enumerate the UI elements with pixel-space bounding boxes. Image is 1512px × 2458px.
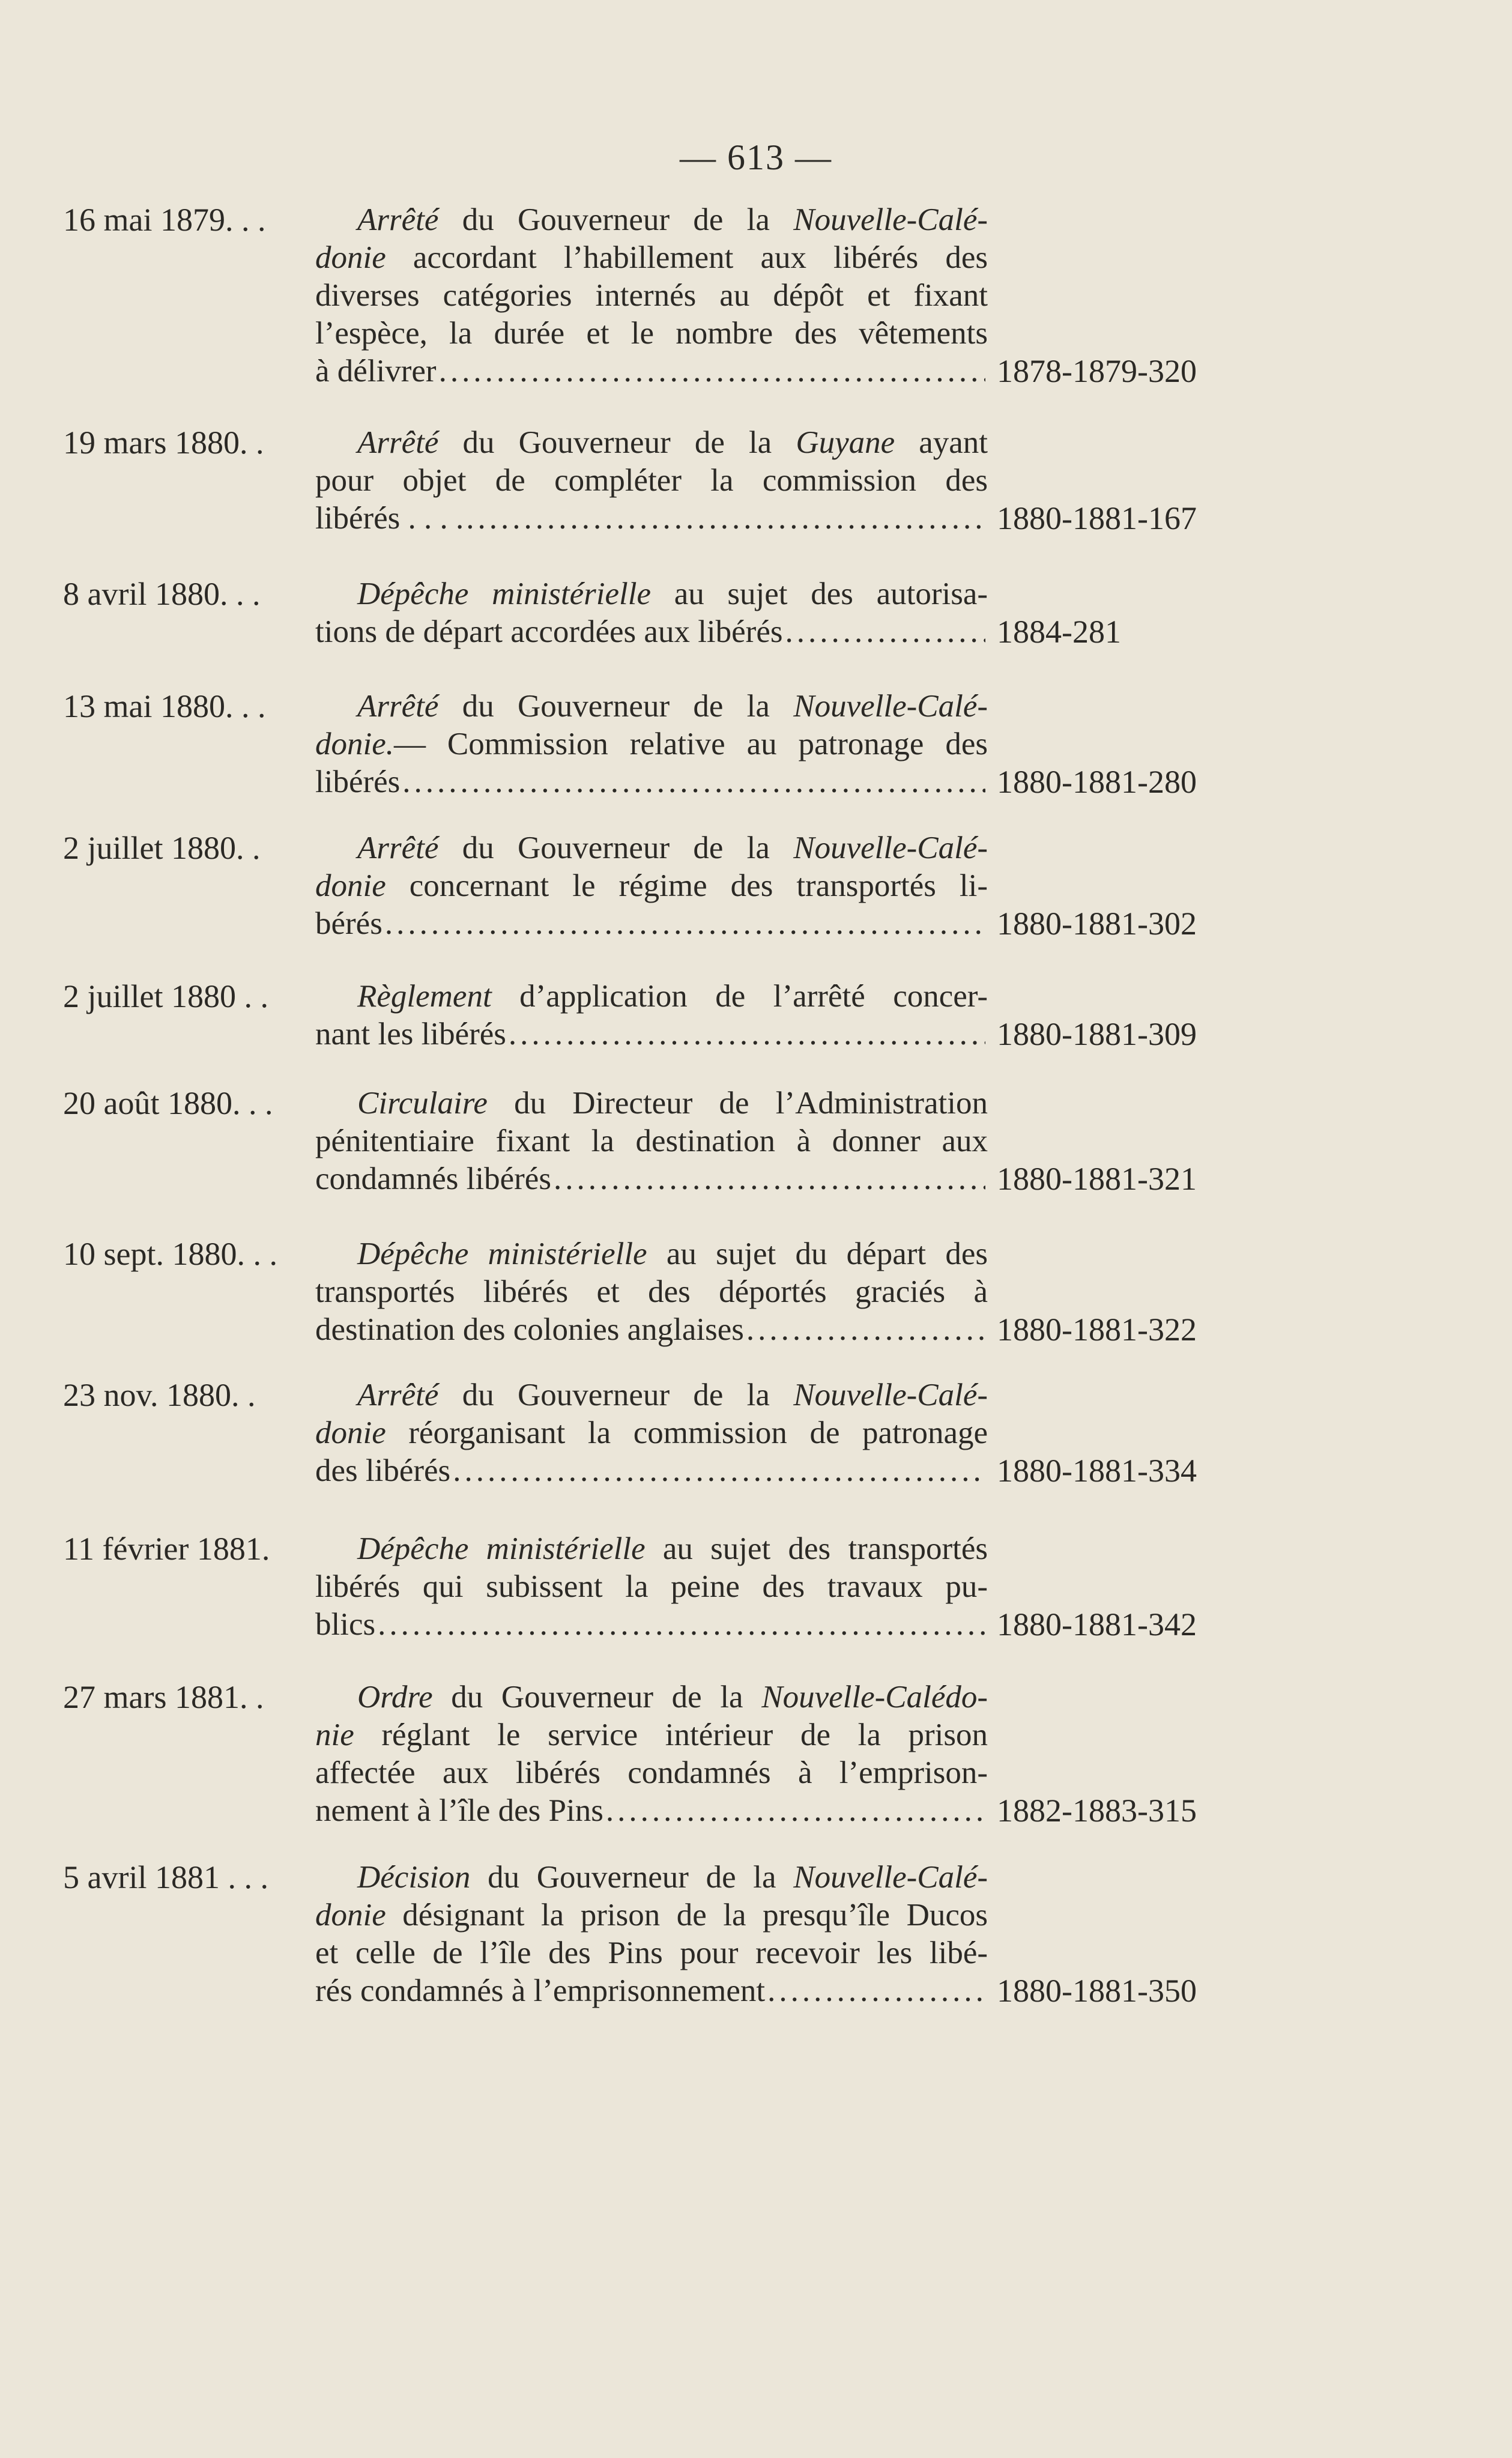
entry-date: 13 mai 1880. . . [63,688,266,724]
page-number: — 613 — [680,138,832,177]
entry-date: 11 février 1881. [63,1531,270,1567]
entry-reference: 1880-1881-167 [997,500,1197,536]
entry-date: 2 juillet 1880 . . [63,978,268,1014]
entry-text: Arrêté du Gouverneur de la Guyane ayant pour objet de compléter la commission des libérés . . . . ..... [315,424,988,537]
entry-text: Ordre du Gouverneur de la Nouvelle-Calédo- nie réglant le service intérieur de la prison affectée aux libérés condamnés à l’emprison- nement à l’île des Pins ..... [315,1679,988,1830]
entry-reference: 1880-1881-334 [997,1453,1197,1489]
entry-date: 5 avril 1881 . . . [63,1859,268,1895]
entry-text: Dépêche ministérielle au sujet des transportés libérés qui subissent la peine des travaux pu- blics ..... [315,1530,988,1644]
entry-text: Dépêche ministérielle au sujet des autorisa- tions de départ accordées aux libérés ..... [315,575,988,651]
entry-text: Circulaire du Directeur de l’Administration pénitentiaire fixant la destination à donner aux condamnés libérés ..... [315,1085,988,1198]
entry-date: 20 août 1880. . . [63,1085,273,1121]
entry-text: Arrêté du Gouverneur de la Nouvelle-Calé- donie accordant l’habillement aux libérés des diverses catégories internés au dépôt et fixant l’espèce, la durée et le nombre des vêtements à délivrer ..... [315,201,988,390]
leader-dots [402,763,985,801]
entry-text: Règlement d’application de l’arrêté concer- nant les libérés ..... [315,978,988,1053]
leader-dots [746,1311,985,1349]
leader-dots [785,613,985,651]
entry-date: 27 mars 1881. . [63,1679,264,1715]
entry-date: 10 sept. 1880. . . [63,1236,277,1272]
leader-dots [509,1016,985,1053]
entry-text: Décision du Gouverneur de la Nouvelle-Calé- donie désignant la prison de la presqu’île Ducos et celle de l’île des Pins pour recevoir les libé- rés condamnés à l’emprisonnement ..... [315,1859,988,2010]
leader-dots [606,1792,985,1830]
entry-text: Dépêche ministérielle au sujet du départ des transportés libérés et des déportés graciés à destination des colonies anglaises ..... [315,1235,988,1349]
entry-reference: 1880-1881-342 [997,1606,1197,1642]
leader-dots [466,500,985,537]
entry-date: 19 mars 1880. . [63,425,264,461]
entry-date: 2 juillet 1880. . [63,830,261,866]
leader-dots [767,1972,985,2010]
entry-reference: 1880-1881-321 [997,1161,1197,1197]
entry-date: 16 mai 1879. . . [63,202,266,238]
entry-text: Arrêté du Gouverneur de la Nouvelle-Calé- donie concernant le régime des transportés li- bérés ..... [315,829,988,943]
leader-dots [554,1160,985,1198]
entry-reference: 1878-1879-320 [997,353,1197,389]
leader-dots [439,353,985,390]
entry-reference: 1882-1883-315 [997,1793,1197,1829]
entry-text: Arrêté du Gouverneur de la Nouvelle-Calé- donie.— Commission relative au patronage des libérés ..... [315,688,988,801]
leader-dots [453,1452,985,1490]
entry-reference: 1884-281 [997,614,1121,650]
entry-reference: 1880-1881-309 [997,1016,1197,1052]
leader-dots [378,1606,985,1644]
entry-reference: 1880-1881-302 [997,906,1197,942]
leader-dots [385,905,985,943]
entry-reference: 1880-1881-350 [997,1973,1197,2009]
entry-date: 23 nov. 1880. . [63,1377,256,1413]
entry-text: Arrêté du Gouverneur de la Nouvelle-Calé- donie réorganisant la commission de patronage des libérés ..... [315,1376,988,1490]
entry-date: 8 avril 1880. . . [63,576,261,612]
entry-reference: 1880-1881-280 [997,764,1197,800]
entry-reference: 1880-1881-322 [997,1312,1197,1348]
